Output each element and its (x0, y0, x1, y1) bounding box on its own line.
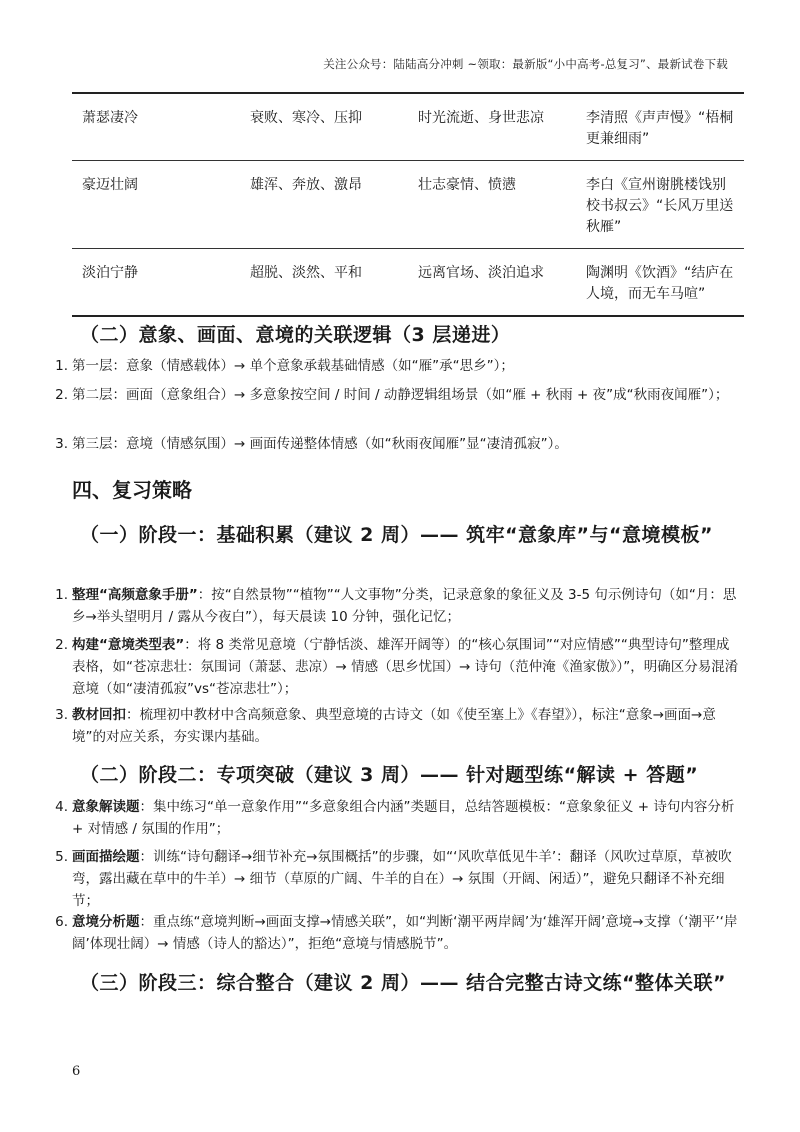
table-cell: 李清照《声声慢》“梧桐更兼细雨” (586, 110, 734, 147)
table-cell: 陶渊明《饮酒》“结庐在人境，而无车马喧” (586, 265, 734, 302)
list-label: 整理“高频意象手册” (72, 587, 198, 603)
list-number: 1. (55, 358, 68, 374)
list-text: 第二层：画面（意象组合）→ 多意象按空间 / 时间 / 动静逻辑组场景（如“雁 + 秋雨 + 夜”成“秋雨夜闻雁”）； (72, 387, 729, 403)
list-text: ：集中练习“单一意象作用”“多意象组合内涵”类题目，总结答题模板：“意象象征义 + 诗句内容分析 + 对情感 / 氛围的作用”； (72, 799, 735, 837)
list-label: 意境分析题 (72, 914, 140, 930)
table-cell: 雄浑、奔放、激昂 (250, 177, 362, 193)
imagery-table (72, 92, 744, 317)
list-item (55, 634, 740, 700)
list-number: 1. (55, 587, 68, 603)
section-logic-title: （二）意象、画面、意境的关联逻辑（3 层递进） (80, 324, 511, 346)
list-item (55, 846, 740, 912)
list-item (55, 704, 740, 748)
table-cell: 萧瑟凄冷 (82, 110, 138, 126)
list-text: ：梳理初中教材中含高频意象、典型意境的古诗文（如《使至塞上》《春望》），标注“意象→画面→意境”的对应关系，夯实课内基础。 (72, 707, 716, 745)
stage3-title: （三）阶段三：综合整合（建议 2 周）—— 结合完整古诗文练“整体关联” (80, 972, 727, 994)
list-number: 2. (55, 637, 68, 653)
list-text: ：训练“诗句翻译→细节补充→氛围概括”的步骤，如“‘风吹草低见牛羊’：翻译（风吹过草原，草被吹弯，露出藏在草中的牛羊）→ 细节（草原的广阔、牛羊的自在）→ 氛围（开阔、闲适）”，避免只翻译不补充细节； (72, 849, 732, 909)
page-header: 关注公众号：陆陆高分冲刺 ~领取：最新版“小中高考-总复习”、最新试卷下载 (323, 57, 728, 71)
list-label: 构建“意境类型表” (72, 637, 185, 653)
list-item (55, 584, 740, 628)
list-number: 3. (55, 436, 68, 452)
table-cell: 超脱、淡然、平和 (250, 265, 362, 281)
table-row (72, 249, 744, 317)
table-cell: 远离官场、淡泊追求 (418, 265, 544, 281)
list-text: ：按“自然景物”“植物”“人文事物”分类，记录意象的象征义及 3-5 句示例诗句（如“月：思乡→举头望明月 / 露从今夜白”），每天晨读 10 分钟，强化记忆； (72, 587, 737, 625)
list-text: 第三层：意境（情感氛围）→ 画面传递整体情感（如“秋雨夜闻雁”显“凄清孤寂”）。 (72, 436, 568, 452)
section-strategy-title: 四、复习策略 (72, 478, 192, 502)
table-cell: 衰败、寒冷、压抑 (250, 110, 362, 126)
list-item (55, 911, 740, 955)
list-item (55, 384, 740, 406)
list-text: 第一层：意象（情感载体）→ 单个意象承载基础情感（如“雁”承“思乡”）； (72, 358, 514, 374)
table-cell: 淡泊宁静 (82, 265, 138, 281)
list-number: 3. (55, 707, 68, 723)
list-item (55, 355, 740, 377)
list-label: 意象解读题 (72, 799, 140, 815)
list-text: ：重点练“意境判断→画面支撑→情感关联”，如“判断‘潮平两岸阔’为‘雄浑开阔’意境→支撑（‘潮平’‘岸阔’体现壮阔）→ 情感（诗人的豁达）”，拒绝“意境与情感脱节”。 (72, 914, 738, 952)
list-number: 5. (55, 849, 68, 865)
list-item (55, 433, 740, 455)
list-label: 画面描绘题 (72, 849, 140, 865)
table-row (72, 161, 744, 249)
list-item (55, 796, 740, 840)
stage2-title: （二）阶段二：专项突破（建议 3 周）—— 针对题型练“解读 + 答题” (80, 764, 699, 786)
list-number: 2. (55, 387, 68, 403)
list-number: 6. (55, 914, 68, 930)
page-number: 6 (72, 1064, 81, 1079)
list-text: ：将 8 类常见意境（宁静恬淡、雄浑开阔等）的“核心氛围词”“对应情感”“典型诗句”整理成表格，如“苍凉悲壮：氛围词（萧瑟、悲凉）→ 情感（思乡忧国）→ 诗句（范仲淹《渔家傲》）”，明确区分易混淆意境（如“凄清孤寂”vs“苍凉悲壮”）； (72, 637, 739, 697)
table-cell: 壮志豪情、愤懑 (418, 177, 516, 193)
stage1-title: （一）阶段一：基础积累（建议 2 周）—— 筑牢“意象库”与“意境模板” (80, 524, 714, 546)
table-cell: 时光流逝、身世悲凉 (418, 110, 544, 126)
list-label: 教材回扣 (72, 707, 126, 723)
table-cell: 李白《宣州谢朓楼饯别校书叔云》“长风万里送秋雁” (586, 177, 734, 235)
list-number: 4. (55, 799, 68, 815)
table-cell: 豪迈壮阔 (82, 177, 138, 193)
table-row (72, 93, 744, 161)
